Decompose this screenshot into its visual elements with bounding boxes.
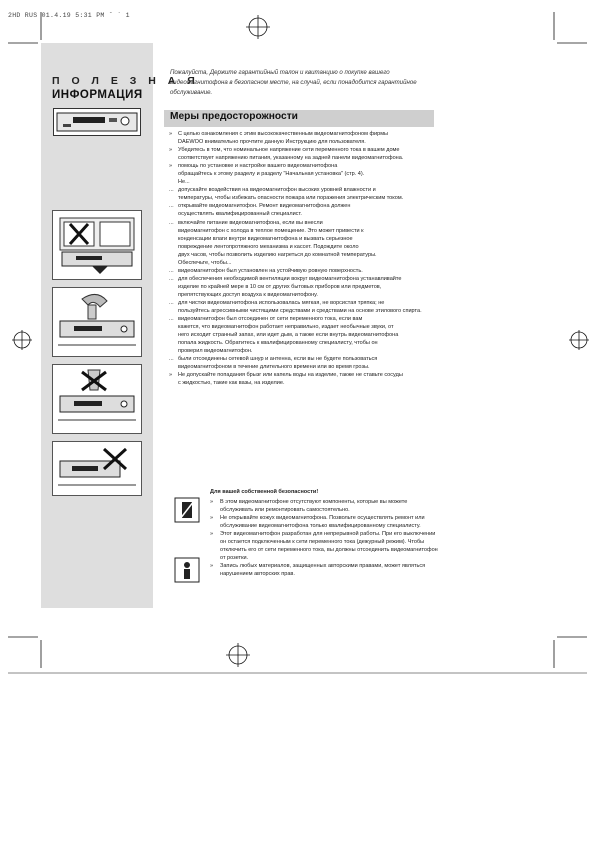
precaution-text: для обеспечения необходимой вентиляции вокруг видеомагнитофона устанавливайте: [178, 275, 402, 282]
bullet-marker: »: [210, 563, 214, 570]
print-header: 2HD RUS 01.4.19 5:31 PM ˘ ` 1: [8, 12, 130, 19]
precaution-line: [169, 194, 439, 202]
no-open-icon: [174, 497, 200, 523]
precaution-text: включайте питание видеомагнитофона, если вы внесли: [178, 219, 323, 226]
safety-text: Не открывайте кожух видеомагнитофона. Позвольте осуществлять ремонт или обслуживание видеомагнитофона только квалифицированному специалисту.: [220, 515, 425, 530]
precaution-line: [169, 130, 439, 138]
precaution-line: [169, 347, 439, 355]
precaution-text: конденсации влаги внутри видеомагнитофона и вызвать серьезное: [178, 235, 353, 242]
vcr-ventilation-illustration: [52, 287, 142, 357]
bullet-marker: ...: [169, 275, 174, 282]
bullet-marker: ...: [169, 203, 174, 210]
precaution-text: него исходит странный запах, или идет дым, а также если внутрь видеомагнитофона: [178, 332, 399, 339]
precaution-text: помощь по установке и настройке вашего видеомагнитофона: [178, 163, 338, 170]
vcr-shelf-illustration: [52, 210, 142, 280]
precaution-line: [169, 235, 439, 243]
intro-line: обслуживание.: [170, 89, 213, 96]
precaution-text: повреждение лентопротяжного механизма и кассет. Подождите около: [178, 243, 359, 250]
bullet-marker: ...: [169, 316, 174, 323]
vcr-plug-illustration: [52, 441, 142, 496]
precaution-line: [169, 371, 439, 379]
precaution-text: Не допускайте попадания брызг или капель воды на изделие, также не ставьте сосуды: [178, 372, 403, 379]
precaution-text: двух часов, чтобы позволить изделию нагреться до комнатной температуры.: [178, 251, 377, 258]
precaution-text: попала жидкость. Обратитесь к квалифицированному специалисту, чтобы он: [178, 340, 378, 347]
vcr-thumbnail-icon: [53, 108, 141, 136]
precaution-line: [169, 219, 439, 227]
precaution-line: [169, 170, 439, 178]
precaution-text: видеомагнитофон был отсоединен от сети переменного тока, если вам: [178, 316, 363, 323]
precaution-line: [169, 202, 439, 210]
precaution-text: изделие по крайней мере в 10 см от других бытовых приборов или предметов,: [178, 283, 382, 290]
precaution-text: Обеспечьте, чтобы...: [178, 259, 232, 266]
bullet-marker: ...: [169, 187, 174, 194]
precaution-line: [169, 251, 439, 259]
safety-item: [210, 498, 440, 514]
precaution-text: температуры, чтобы избежать опасности пожара или поражения электрическим током.: [178, 195, 404, 202]
safety-item: [210, 562, 440, 578]
bullet-marker: »: [169, 163, 173, 170]
precaution-line: [169, 339, 439, 347]
bullet-marker: »: [169, 372, 173, 379]
precaution-line: [169, 291, 439, 299]
precaution-line: [169, 138, 439, 146]
precaution-line: [169, 323, 439, 331]
bullet-marker: »: [169, 131, 173, 137]
precaution-text: были отсоединены сетевой шнур и антенна, если вы не будете пользоваться: [178, 356, 378, 363]
precaution-line: [169, 379, 439, 387]
intro-note: [170, 68, 470, 98]
safety-text: В этом видеомагнитофоне отсутствуют компоненты, которые вы можете обслуживать или ремонтировать самостоятельно.: [220, 499, 408, 514]
precaution-line: [169, 307, 439, 315]
precaution-line: [169, 275, 439, 283]
page-title: Меры предосторожности: [170, 111, 298, 122]
intro-line: видеомагнитофона в безопасном месте, на случай, если понадобится гарантийное: [170, 79, 417, 86]
precaution-line: [169, 315, 439, 323]
section-label-top: П О Л Е З Н А Я: [52, 75, 200, 87]
bullet-marker: »: [210, 515, 214, 522]
bullet-marker: ...: [169, 299, 174, 306]
precaution-text: Убедитесь в том, что номинальное напряжение сети переменного тока в вашем доме: [178, 147, 400, 154]
bullet-marker: »: [169, 147, 173, 154]
precaution-line: [169, 363, 439, 371]
precaution-line: [169, 299, 439, 307]
precaution-text: допускайте воздействия на видеомагнитофон высоких уровней влажности и: [178, 187, 376, 194]
safety-text: Запись любых материалов, защищенных авторскими правами, может являться нарушением авторских прав.: [220, 563, 426, 578]
precaution-line: [169, 186, 439, 194]
precaution-line: [169, 210, 439, 218]
bullet-marker: ...: [169, 267, 174, 274]
precaution-text: препятствующих доступ воздуха к видеомагнитофону.: [178, 291, 318, 298]
safety-item: [210, 530, 440, 562]
section-label-bottom: ИНФОРМАЦИЯ: [52, 89, 143, 101]
vcr-liquid-illustration: [52, 364, 142, 434]
precaution-line: [169, 355, 439, 363]
precaution-text: DAEWOO внимательно прочтите данную Инструкцию для пользователя.: [178, 139, 366, 146]
precaution-line: [169, 331, 439, 339]
precaution-text: открывайте видеомагнитофон. Ремонт видеомагнитофона должен: [178, 203, 351, 210]
precaution-text: проверил видеомагнитофон.: [178, 348, 253, 355]
precaution-text: видеомагнитофон был установлен на устойчивую ровную поверхность.: [178, 267, 363, 274]
safety-item: [210, 514, 440, 530]
safety-title: Для вашей собственной безопасности!: [210, 489, 319, 495]
bullet-marker: ...: [169, 219, 174, 226]
precaution-text: Не...: [178, 179, 190, 186]
precaution-text: видеомагнитофоном в течение длительного времени или во время грозы.: [178, 364, 370, 371]
precaution-text: пользуйтесь агрессивными чистящими средствами и средствами на основе этилового спирта.: [178, 308, 422, 315]
precaution-line: [169, 154, 439, 162]
precaution-line: [169, 178, 439, 186]
precaution-line: [169, 259, 439, 267]
bullet-marker: »: [210, 499, 214, 506]
precaution-line: [169, 243, 439, 251]
precaution-line: [169, 162, 439, 170]
precaution-text: с жидкостью, такие как вазы, на изделие.: [178, 380, 285, 387]
bullet-marker: »: [210, 531, 214, 538]
precaution-text: для чистки видеомагнитофона использовалась мягкая, не ворсистая тряпка; не: [178, 299, 385, 306]
precaution-text: С целью ознакомления с этим высококачественным видеомагнитофоном фирмы: [178, 131, 388, 137]
precaution-text: кажется, что видеомагнитофон работает неправильно, издает необычные звуки, от: [178, 324, 394, 331]
safety-text: Этот видеомагнитофон разработан для непрерывной работы. При его выключении он остается подключенным к сети переменного тока (дежурный режим). Чтобы отключить его от сети переменного тока, вы должны отсоединить видеомагнитофон от розетки.: [220, 531, 438, 562]
precaution-text: соответствует напряжению питания, указанному на задней панели видеомагнитофона.: [178, 155, 404, 162]
precaution-text: видеомагнитофон с холода в теплое помещение. Это может привести к: [178, 227, 364, 234]
info-icon: [174, 557, 200, 583]
safety-block: [210, 488, 440, 579]
precautions-list: [169, 130, 439, 388]
bullet-marker: ...: [169, 356, 174, 363]
precaution-line: [169, 227, 439, 235]
intro-line: Пожалуйста, Держите гарантийный талон и квитанцию о покупке вашего: [170, 69, 390, 76]
precaution-text: обращайтесь к этому разделу и разделу "Начальная установка" (стр. 4).: [178, 171, 365, 178]
precaution-line: [169, 283, 439, 291]
precaution-line: [169, 146, 439, 154]
precaution-text: осуществлять квалифицированный специалист.: [178, 211, 302, 218]
precaution-line: [169, 267, 439, 275]
